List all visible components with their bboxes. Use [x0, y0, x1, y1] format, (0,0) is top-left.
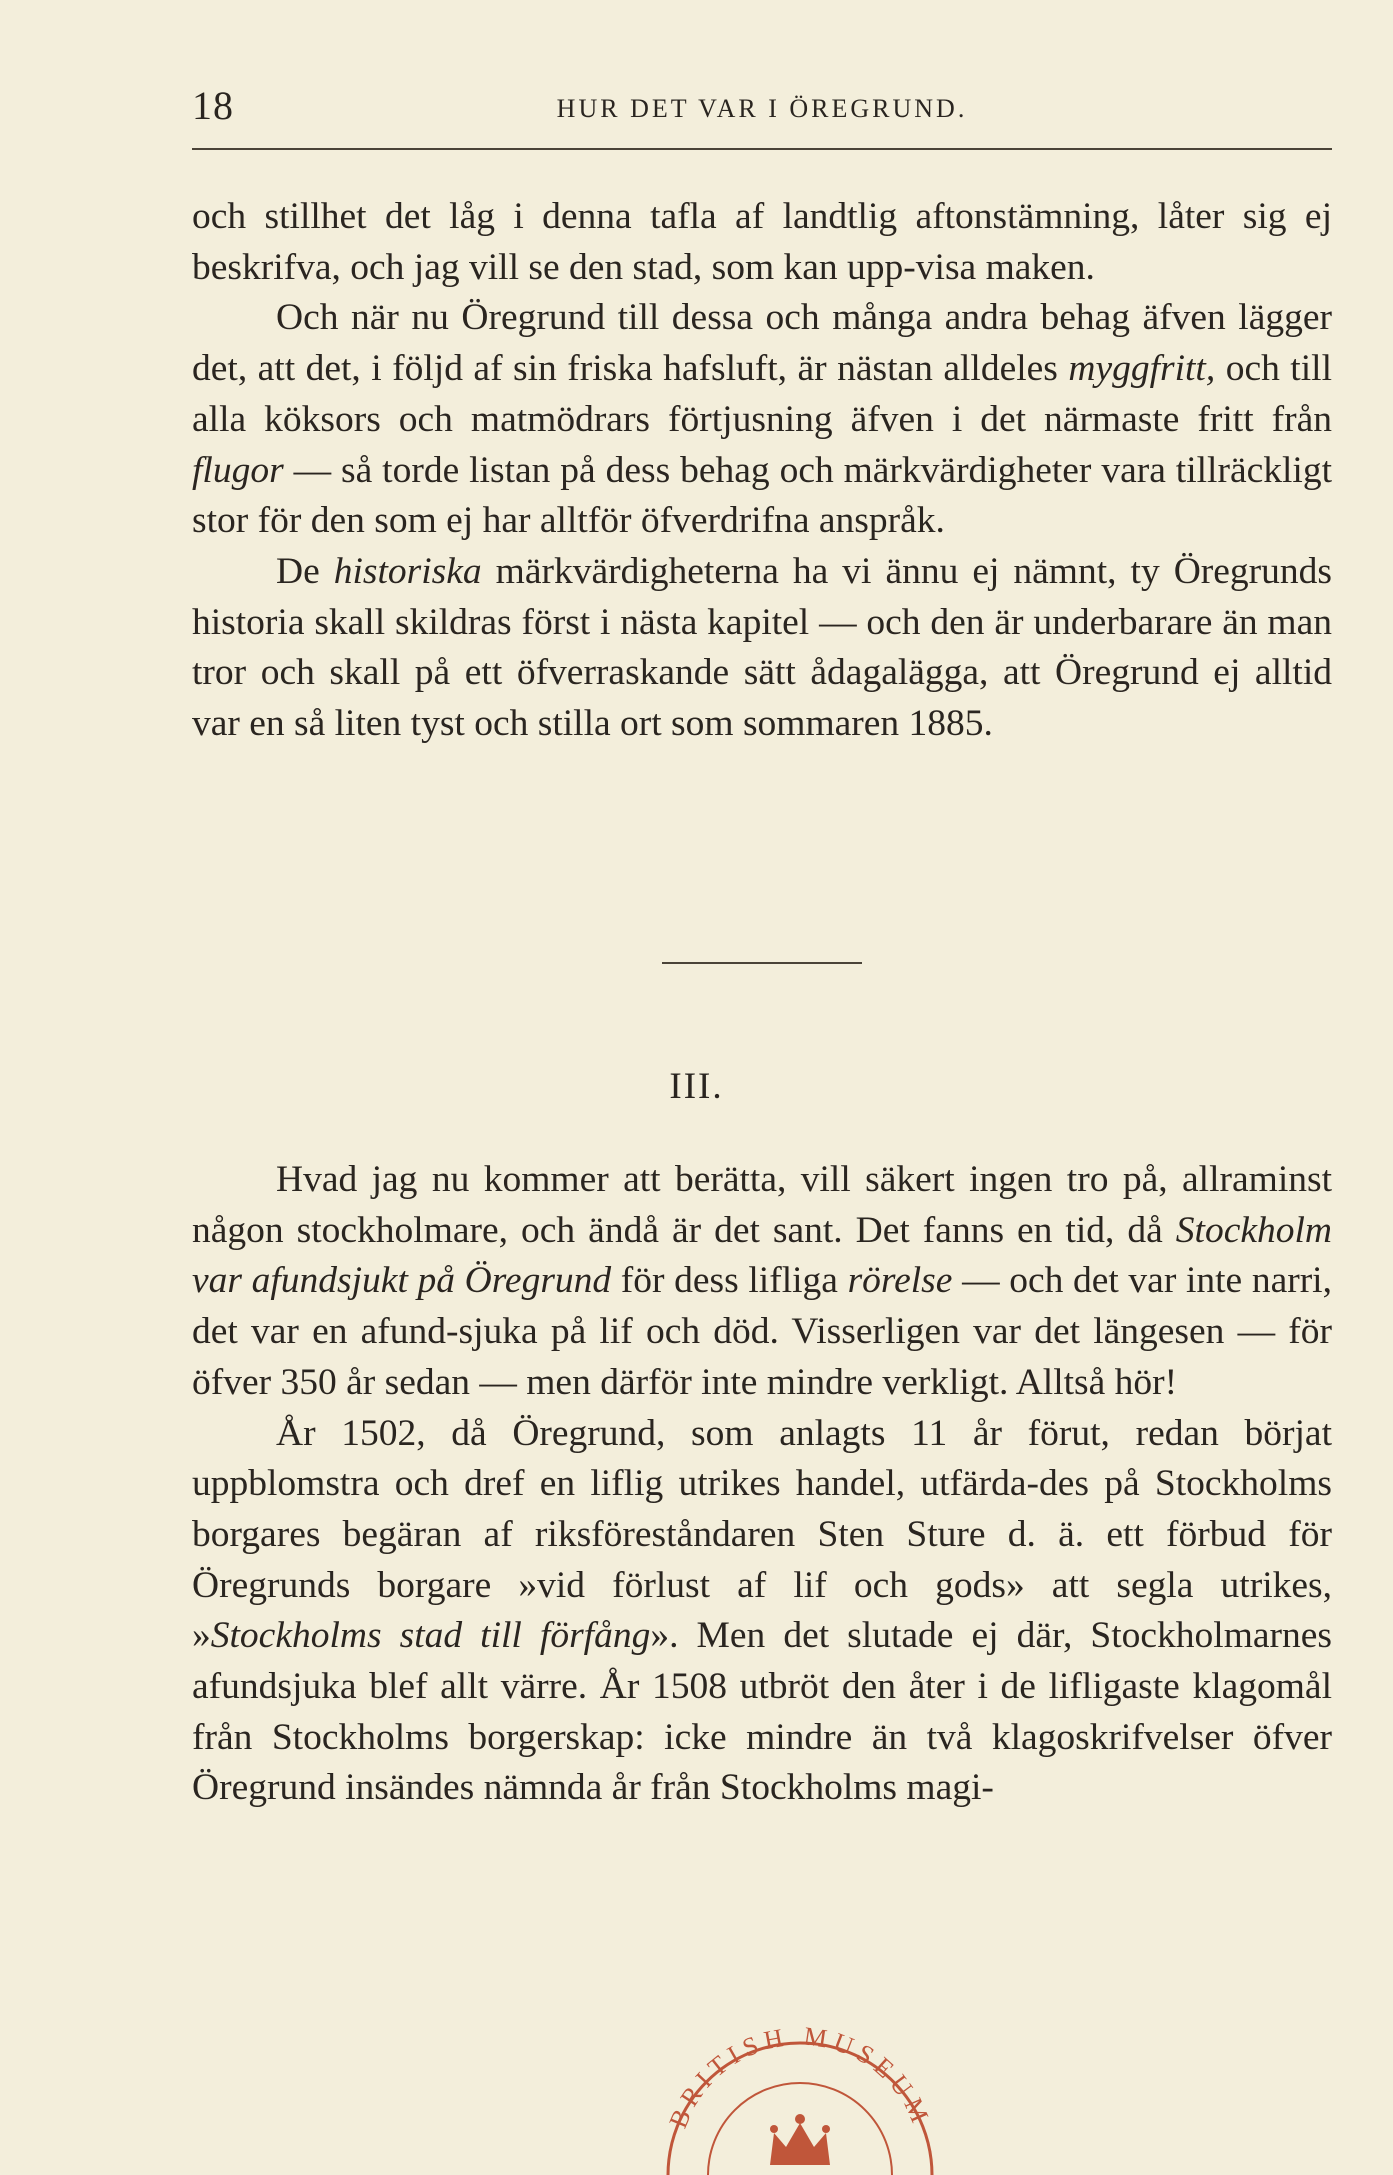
paragraph-3-text-b: märkvärdigheterna ha vi ännu ej nämnt, ty Öregrunds historia skall skildras först i nästa kapitel — och den är underbarare än man tror och skall på ett öfverraskande sätt ådagalägga, att Öregrund ej alltid var en så liten tyst och stilla ort som sommaren 1885.: [192, 550, 1332, 745]
paragraph-3: [192, 547, 1332, 750]
paragraph-5: [192, 1409, 1332, 1815]
paragraph-4-italic-2: rörelse: [847, 1260, 953, 1302]
paragraph-3-italic-1: historiska: [333, 550, 482, 592]
paragraph-3-text-a: De: [276, 550, 334, 592]
paragraph-5-text-b: ». Men det slutade ej där, Stockholmarnes afundsjuka blef allt värre. År 1508 utbröt den åter i de lifligaste klagomål från Stockholms borgerskap: icke mindre än två klagoskrifvelser öfver Öregrund insändes nämnda år från Stockholms magi-: [192, 1615, 1333, 1809]
page-header: [192, 82, 1332, 132]
page-number: 18: [192, 83, 234, 128]
text-block-top: [192, 192, 1332, 750]
section-divider: [662, 962, 862, 964]
paragraph-4-text-c: — och det var inte narri, det var en afund-sjuka på lif och död. Visserligen var det längesen — för öfver 350 år sedan — men därför inte mindre verkligt. Alltså hör!: [192, 1260, 1332, 1403]
paragraph-4-text-a: Hvad jag nu kommer att berätta, vill säkert ingen tro på, allraminst någon stockholmare, och ändå är det sant. Det fanns en tid, då: [192, 1159, 1332, 1251]
paragraph-2: [192, 293, 1332, 547]
paragraph-4-italic-1: Stockholm var afundsjukt på Öregrund: [192, 1209, 1332, 1302]
paragraph-1-text: och stillhet det låg i denna tafla af landtlig aftonstämning, låter sig ej beskrifva, och jag vill se den stad, som kan upp-visa maken.: [192, 196, 1332, 288]
paragraph-2-text-b: och till alla köksors och matmödrars förtjusning äfven i det närmaste fritt från: [192, 348, 1332, 440]
paragraph-4: [192, 1155, 1332, 1409]
text-block-bottom: [192, 1155, 1332, 1814]
paragraph-5-italic-1: Stockholms stad till förfång: [210, 1615, 651, 1657]
stamp-text-path: BRITISH MUSEUM: [663, 2021, 937, 2133]
paragraph-5-text-a: År 1502, då Öregrund, som anlagts 11 år förut, redan börjat uppblomstra och dref en liflig utrikes handel, utfärda-des på Stockholms borgares begäran af riksföreståndaren Sten Sture d. ä. ett förbud för Öregrunds borgare »vid förlust af lif och gods» att segla utrikes, »: [192, 1412, 1332, 1657]
paragraph-2-italic-2: flugor: [192, 449, 284, 491]
crown-emblem-icon: [770, 2114, 830, 2165]
paragraph-1: [192, 192, 1332, 293]
paragraph-2-text-a: Och när nu Öregrund till dessa och många andra behag äfven lägger det, att det, i följd af sin friska hafsluft, är nästan alldeles: [192, 297, 1332, 390]
section-heading: III.: [669, 1066, 724, 1107]
paragraph-2-text-c: — så torde listan på dess behag och märkvärdigheter vara tillräckligt stor för den som ej har alltför öfverdrifna anspråk.: [192, 449, 1332, 542]
paragraph-4-text-b: för dess lifliga: [611, 1260, 848, 1302]
paragraph-2-italic-1: myggfritt,: [1068, 348, 1216, 390]
running-head: HUR DET VAR I ÖREGRUND.: [556, 94, 968, 123]
library-stamp: [650, 2015, 950, 2175]
header-rule: [192, 148, 1332, 150]
